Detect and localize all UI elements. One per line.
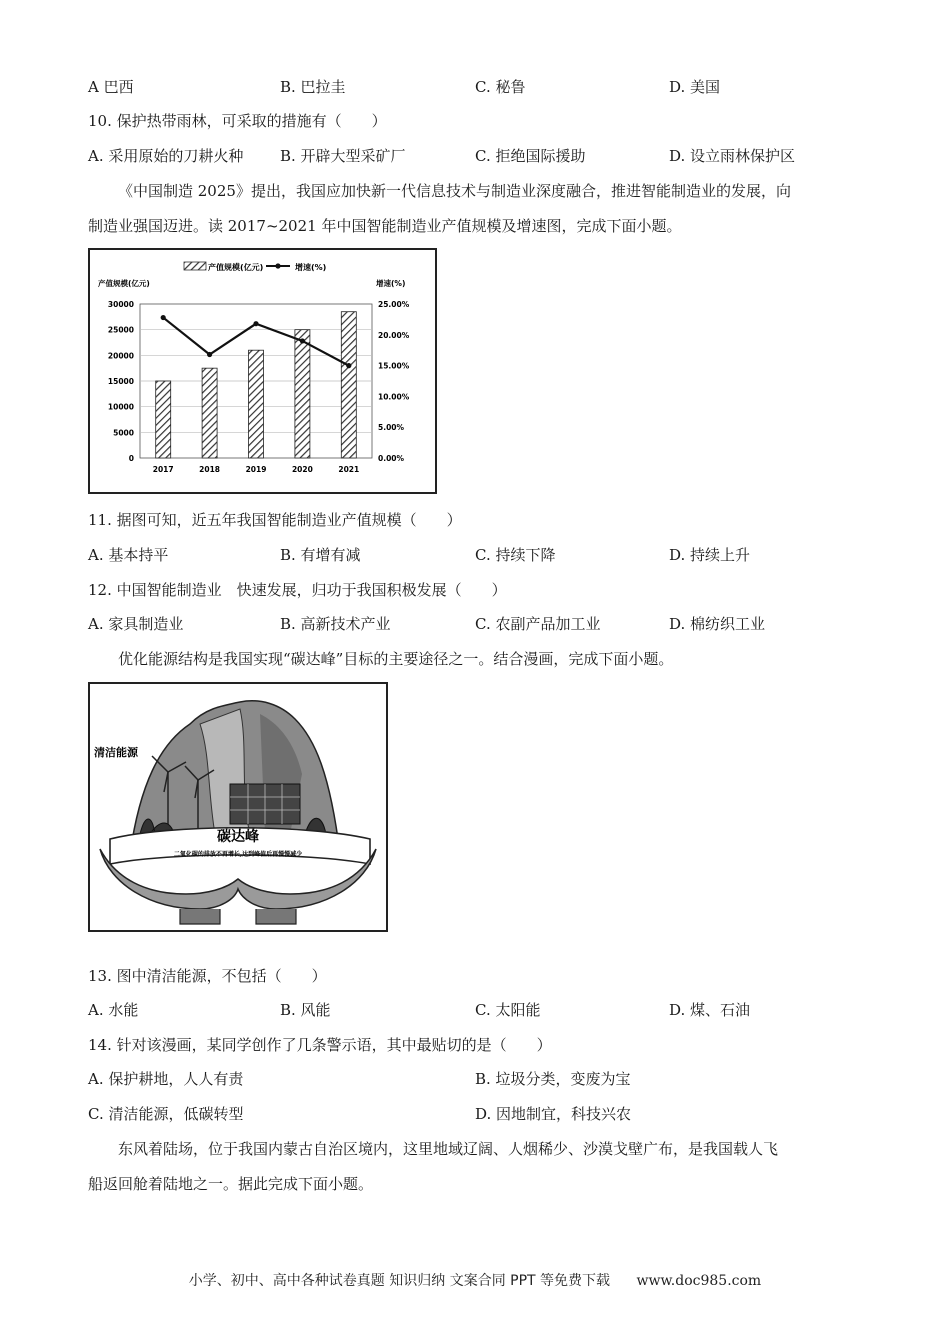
intro3-line2: 船返回舱着陆地之一。据此完成下面小题。 bbox=[88, 1175, 374, 1193]
bar bbox=[156, 381, 171, 458]
q11-option-b: B. 有增有减 bbox=[280, 546, 361, 564]
y2-tick-label: 10.00% bbox=[378, 392, 410, 402]
legend-bar-swatch bbox=[184, 262, 206, 270]
q14-option-c: C. 清洁能源，低碳转型 bbox=[88, 1105, 244, 1123]
footer-text: 小学、初中、高中各种试卷真题 知识归纳 文案合同 PPT 等免费下载 bbox=[188, 1273, 611, 1289]
q14-option-b: B. 垃圾分类，变废为宝 bbox=[475, 1070, 631, 1088]
q12-option-c: C. 农副产品加工业 bbox=[475, 615, 601, 633]
y-tick-label: 0 bbox=[128, 454, 134, 463]
cartoon-label-clean-energy: 清洁能源 bbox=[94, 746, 138, 759]
q9-option-d: D. 美国 bbox=[669, 78, 721, 96]
bar bbox=[295, 330, 310, 458]
q13-option-d: D. 煤、石油 bbox=[669, 1001, 751, 1019]
q12-option-d: D. 棉纺织工业 bbox=[669, 615, 766, 633]
q10-option-d: D. 设立雨林保护区 bbox=[669, 147, 796, 165]
y-tick-label: 30000 bbox=[107, 300, 134, 309]
q11-stem: 11. 据图可知，近五年我国智能制造业产值规模（ ） bbox=[88, 511, 462, 529]
q10-stem: 10. 保护热带雨林，可采取的措施有（ ） bbox=[88, 112, 387, 130]
q13-option-a: A. 水能 bbox=[88, 1001, 139, 1019]
y2-tick-label: 25.00% bbox=[378, 300, 410, 309]
intro3-line1: 东风着陆场，位于我国内蒙古自治区境内，这里地域辽阔、人烟稀少、沙漠戈壁广布，是我国载人飞 bbox=[118, 1140, 779, 1158]
x-tick-label: 2020 bbox=[291, 465, 313, 474]
q10-option-c: C. 拒绝国际援助 bbox=[475, 147, 586, 165]
y-tick-label: 10000 bbox=[107, 402, 134, 412]
q14-option-a: A. 保护耕地，人人有责 bbox=[88, 1070, 244, 1088]
cartoon-label-subtitle: 二氧化碳的排放不再增长,达到峰值后再慢慢减少 bbox=[173, 851, 303, 858]
cartoon-svg bbox=[90, 684, 386, 930]
x-tick-label: 2021 bbox=[338, 465, 360, 474]
q9-option-a: A 巴西 bbox=[88, 78, 134, 96]
q11-option-d: D. 持续上升 bbox=[669, 546, 751, 564]
intro1-line2: 制造业强国迈进。读 2017~2021 年中国智能制造业产值规模及增速图，完成下面小题。 bbox=[88, 217, 682, 235]
page-footer bbox=[0, 1270, 950, 1290]
q10-option-a: A. 采用原始的刀耕火种 bbox=[88, 147, 244, 165]
sleeve-shapes bbox=[180, 909, 296, 924]
y2-tick-label: 5.00% bbox=[378, 423, 405, 433]
x-tick-label: 2017 bbox=[152, 465, 174, 474]
intro1-line1: 《中国制造 2025》提出，我国应加快新一代信息技术与制造业深度融合，推进智能制造业的发展，向 bbox=[118, 182, 791, 200]
bar bbox=[202, 368, 217, 458]
legend-line-label: 增速(%) bbox=[295, 263, 327, 272]
bar bbox=[341, 312, 356, 458]
y-tick-label: 20000 bbox=[107, 351, 134, 361]
bar bbox=[249, 350, 264, 458]
growth-rate-point bbox=[253, 321, 258, 326]
bar-line-chart bbox=[88, 248, 437, 494]
growth-rate-point bbox=[207, 352, 212, 357]
cartoon-label-carbon-peak: 碳达峰 bbox=[217, 829, 259, 845]
q13-option-b: B. 风能 bbox=[280, 1001, 331, 1019]
x-tick-label: 2019 bbox=[245, 465, 267, 474]
q13-stem: 13. 图中清洁能源，不包括（ ） bbox=[88, 967, 327, 985]
q12-option-a: A. 家具制造业 bbox=[88, 615, 184, 633]
y-tick-label: 15000 bbox=[107, 377, 134, 386]
y-tick-label: 5000 bbox=[113, 428, 134, 438]
y2-axis-label: 增速(%) bbox=[376, 279, 406, 288]
q9-option-b: B. 巴拉圭 bbox=[280, 78, 346, 96]
y2-tick-label: 15.00% bbox=[378, 361, 410, 371]
q10-option-b: B. 开辟大型采矿厂 bbox=[280, 147, 406, 165]
chart-svg bbox=[90, 250, 435, 492]
legend-bar-label: 产值规模(亿元) bbox=[208, 263, 264, 272]
q11-option-a: A. 基本持平 bbox=[88, 546, 169, 564]
y2-tick-label: 0.00% bbox=[378, 454, 405, 463]
footer-url[interactable]: www.doc985.com bbox=[636, 1273, 762, 1289]
q11-option-c: C. 持续下降 bbox=[475, 546, 556, 564]
y-tick-label: 25000 bbox=[107, 325, 134, 335]
q9-option-c: C. 秘鲁 bbox=[475, 78, 526, 96]
legend-line-marker bbox=[275, 263, 280, 268]
carbon-peak-cartoon bbox=[88, 682, 388, 932]
q13-option-c: C. 太阳能 bbox=[475, 1001, 541, 1019]
q12-option-b: B. 高新技术产业 bbox=[280, 615, 391, 633]
q14-option-d: D. 因地制宜，科技兴农 bbox=[475, 1105, 632, 1123]
growth-rate-point bbox=[161, 315, 166, 320]
y-axis-label: 产值规模(亿元) bbox=[98, 279, 150, 288]
growth-rate-point bbox=[300, 338, 305, 343]
q14-stem: 14. 针对该漫画，某同学创作了几条警示语，其中最贴切的是（ ） bbox=[88, 1036, 552, 1054]
x-tick-label: 2018 bbox=[199, 465, 221, 474]
q12-stem: 12. 中国智能制造业 快速发展，归功于我国积极发展（ ） bbox=[88, 581, 507, 599]
y2-tick-label: 20.00% bbox=[378, 330, 410, 340]
growth-rate-point bbox=[346, 363, 351, 368]
intro2: 优化能源结构是我国实现“碳达峰”目标的主要途径之一。结合漫画，完成下面小题。 bbox=[118, 650, 674, 668]
